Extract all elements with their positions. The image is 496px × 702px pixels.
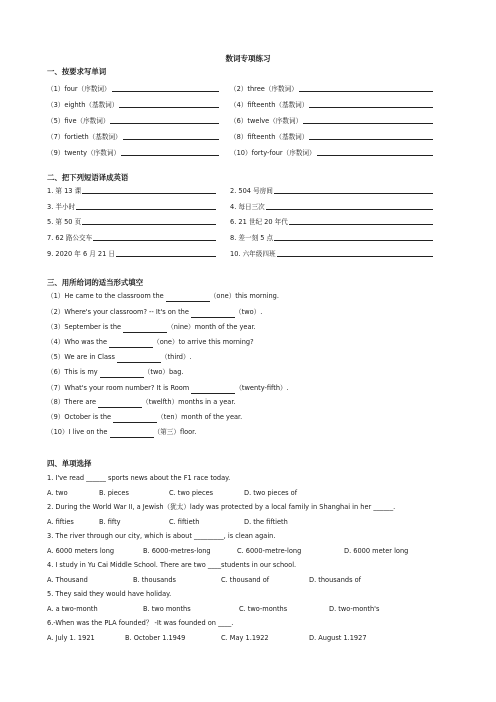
hint-text: （one）to arrive this morning?	[153, 338, 254, 346]
answer-line[interactable]	[303, 115, 433, 124]
fill-in-sentence	[47, 397, 236, 408]
answer-option[interactable]: D. thousands of	[309, 576, 361, 584]
answer-option[interactable]: A. two	[47, 489, 68, 497]
fill-in-sentence	[47, 337, 254, 348]
sentence-text: （5）We are in Class	[47, 353, 115, 361]
question-text: 1. I've read ______ sports news about the F1 race today.	[47, 474, 231, 482]
fill-in-sentence	[47, 291, 279, 302]
answer-line[interactable]	[121, 147, 219, 156]
question-text: 4. I study in Yu Cai Middle School. There are two ____students in our school.	[47, 561, 297, 569]
answer-blank[interactable]	[123, 324, 167, 333]
answer-option[interactable]: A. 6000 meters long	[47, 547, 115, 555]
sentence-text: （4）Who was the	[47, 338, 107, 346]
hint-text: （twenty-fifth）.	[235, 384, 289, 392]
phrase-label: 9. 2020 年 6 月 21 日	[47, 250, 116, 258]
answer-option[interactable]: D. 6000 meter long	[344, 547, 409, 555]
answer-option[interactable]: D. August 1.1927	[309, 634, 367, 642]
sentence-text: （10）I live on the	[47, 428, 108, 436]
answer-option[interactable]: B. thousands	[133, 576, 176, 584]
section3-heading: 三、用所给词的适当形式填空	[47, 278, 144, 287]
answer-line[interactable]	[274, 185, 433, 194]
options-row	[47, 516, 447, 528]
answer-line[interactable]	[289, 216, 433, 225]
options-row	[47, 545, 447, 557]
answer-option[interactable]: C. May 1.1922	[221, 634, 269, 642]
item-label: （7）fortieth（基数词）	[47, 133, 122, 141]
sentence-text: （7）What's your room number? It is Room	[47, 384, 190, 392]
answer-option[interactable]: B. fifty	[99, 518, 121, 526]
answer-option[interactable]: D. two-month's	[329, 605, 380, 613]
answer-option[interactable]: D. the fiftieth	[244, 518, 288, 526]
sentence-text: （1）He came to the classroom the	[47, 292, 164, 300]
answer-line[interactable]	[266, 201, 433, 210]
phrase-label: 3. 半小时	[47, 203, 76, 211]
answer-line[interactable]	[116, 248, 216, 257]
answer-line[interactable]	[317, 147, 433, 156]
answer-option[interactable]: C. fiftieth	[169, 518, 200, 526]
sentence-text: （3）September is the	[47, 323, 122, 331]
item-label: （8）fifteenth（基数词）	[230, 133, 309, 141]
answer-blank[interactable]	[191, 309, 235, 318]
item-label: （3）eighth（基数词）	[47, 101, 119, 109]
item-label: （6）twelve（序数词）	[230, 117, 303, 125]
answer-option[interactable]: C. two-months	[239, 605, 288, 613]
sentence-text: （2）Where's your classroom? -- It's on the	[47, 308, 189, 316]
answer-blank[interactable]	[166, 293, 210, 302]
answer-line[interactable]	[299, 83, 433, 92]
answer-blank[interactable]	[191, 385, 235, 394]
fill-in-sentence	[47, 383, 289, 394]
answer-line[interactable]	[82, 185, 216, 194]
answer-option[interactable]: A. Thousand	[47, 576, 88, 584]
question-text: 5. They said they would have holiday.	[47, 590, 172, 598]
answer-blank[interactable]	[113, 414, 157, 423]
phrase-label: 10. 六年级四班	[230, 250, 276, 258]
answer-option[interactable]: B. October 1.1949	[125, 634, 186, 642]
hint-text: （第三）floor.	[153, 428, 197, 436]
item-label: （9）twenty（序数词）	[47, 149, 121, 157]
answer-option[interactable]: A. July 1. 1921	[47, 634, 95, 642]
answer-blank[interactable]	[109, 339, 153, 348]
answer-option[interactable]: D. two pieces of	[244, 489, 298, 497]
answer-blank[interactable]	[110, 429, 154, 438]
answer-option[interactable]: C. 6000-metre-long	[237, 547, 302, 555]
section1-heading: 一、按要求写单词	[47, 67, 107, 76]
hint-text: （one）this morning.	[209, 292, 279, 300]
fill-in-sentence	[47, 307, 262, 318]
question-text: 3. The river through our city, which is about _________, is clean again.	[47, 532, 276, 540]
answer-line[interactable]	[309, 99, 433, 108]
item-label: （4）fifteenth（基数词）	[230, 101, 309, 109]
question-text: 2. During the World War II, a Jewish（犹太）lady was protected by a local family in Shanghai in her ______.	[47, 503, 396, 511]
answer-option[interactable]: B. 6000-metres-long	[143, 547, 211, 555]
answer-line[interactable]	[274, 232, 433, 241]
phrase-label: 8. 差一刻 5 点	[230, 234, 274, 242]
phrase-label: 2. 504 号房间	[230, 187, 273, 195]
phrase-label: 1. 第 13 课	[47, 187, 82, 195]
question-text: 6.-When was the PLA founded？ -It was founded on ____.	[47, 619, 234, 627]
hint-text: （third）.	[161, 353, 192, 361]
item-label: （1）four（序数词）	[47, 85, 111, 93]
item-label: （10）forty-four（序数词）	[230, 149, 316, 157]
answer-line[interactable]	[123, 131, 219, 140]
answer-line[interactable]	[93, 232, 216, 241]
answer-option[interactable]: A. a two-month	[47, 605, 98, 613]
fill-in-sentence	[47, 427, 196, 438]
answer-option[interactable]: B. pieces	[99, 489, 129, 497]
fill-in-sentence	[47, 367, 183, 378]
answer-line[interactable]	[309, 131, 433, 140]
phrase-label: 5. 第 50 页	[47, 218, 82, 226]
item-label: （2）three（序数词）	[230, 85, 298, 93]
sentence-text: （9）October is the	[47, 413, 112, 421]
fill-in-sentence	[47, 412, 242, 423]
options-row	[47, 487, 447, 499]
options-row	[47, 574, 447, 586]
answer-blank[interactable]	[100, 369, 144, 378]
section4-heading: 四、单项选择	[47, 459, 92, 468]
hint-text: （two）.	[235, 308, 263, 316]
options-row	[47, 632, 447, 644]
fill-in-sentence	[47, 352, 192, 363]
sentence-text: （6）This is my	[47, 368, 98, 376]
answer-line[interactable]	[76, 201, 216, 210]
phrase-label: 6. 21 世纪 20 年代	[230, 218, 288, 226]
answer-line[interactable]	[82, 216, 216, 225]
fill-in-sentence	[47, 322, 256, 333]
options-row	[47, 603, 447, 615]
hint-text: （two）bag.	[143, 368, 184, 376]
hint-text: （ten）month of the year.	[157, 413, 243, 421]
answer-option[interactable]: B. two months	[143, 605, 191, 613]
sentence-text: （8）There are	[47, 398, 97, 406]
section2-heading: 二、把下列短语译成英语	[47, 173, 129, 182]
page-title: 数词专项练习	[225, 54, 271, 63]
answer-option[interactable]: A. fifties	[47, 518, 74, 526]
item-label: （5）five（序数词）	[47, 117, 110, 125]
hint-text: （nine）month of the year.	[167, 323, 256, 331]
answer-blank[interactable]	[98, 399, 142, 408]
answer-option[interactable]: C. thousand of	[221, 576, 270, 584]
phrase-label: 4. 每日三次	[230, 203, 265, 211]
answer-line[interactable]	[277, 248, 433, 257]
answer-line[interactable]	[119, 99, 219, 108]
answer-line[interactable]	[110, 115, 219, 124]
hint-text: （twelfth）months in a year.	[142, 398, 236, 406]
answer-option[interactable]: C. two pieces	[169, 489, 214, 497]
phrase-label: 7. 62 路公交车	[47, 234, 93, 242]
answer-blank[interactable]	[117, 354, 161, 363]
answer-line[interactable]	[112, 83, 219, 92]
